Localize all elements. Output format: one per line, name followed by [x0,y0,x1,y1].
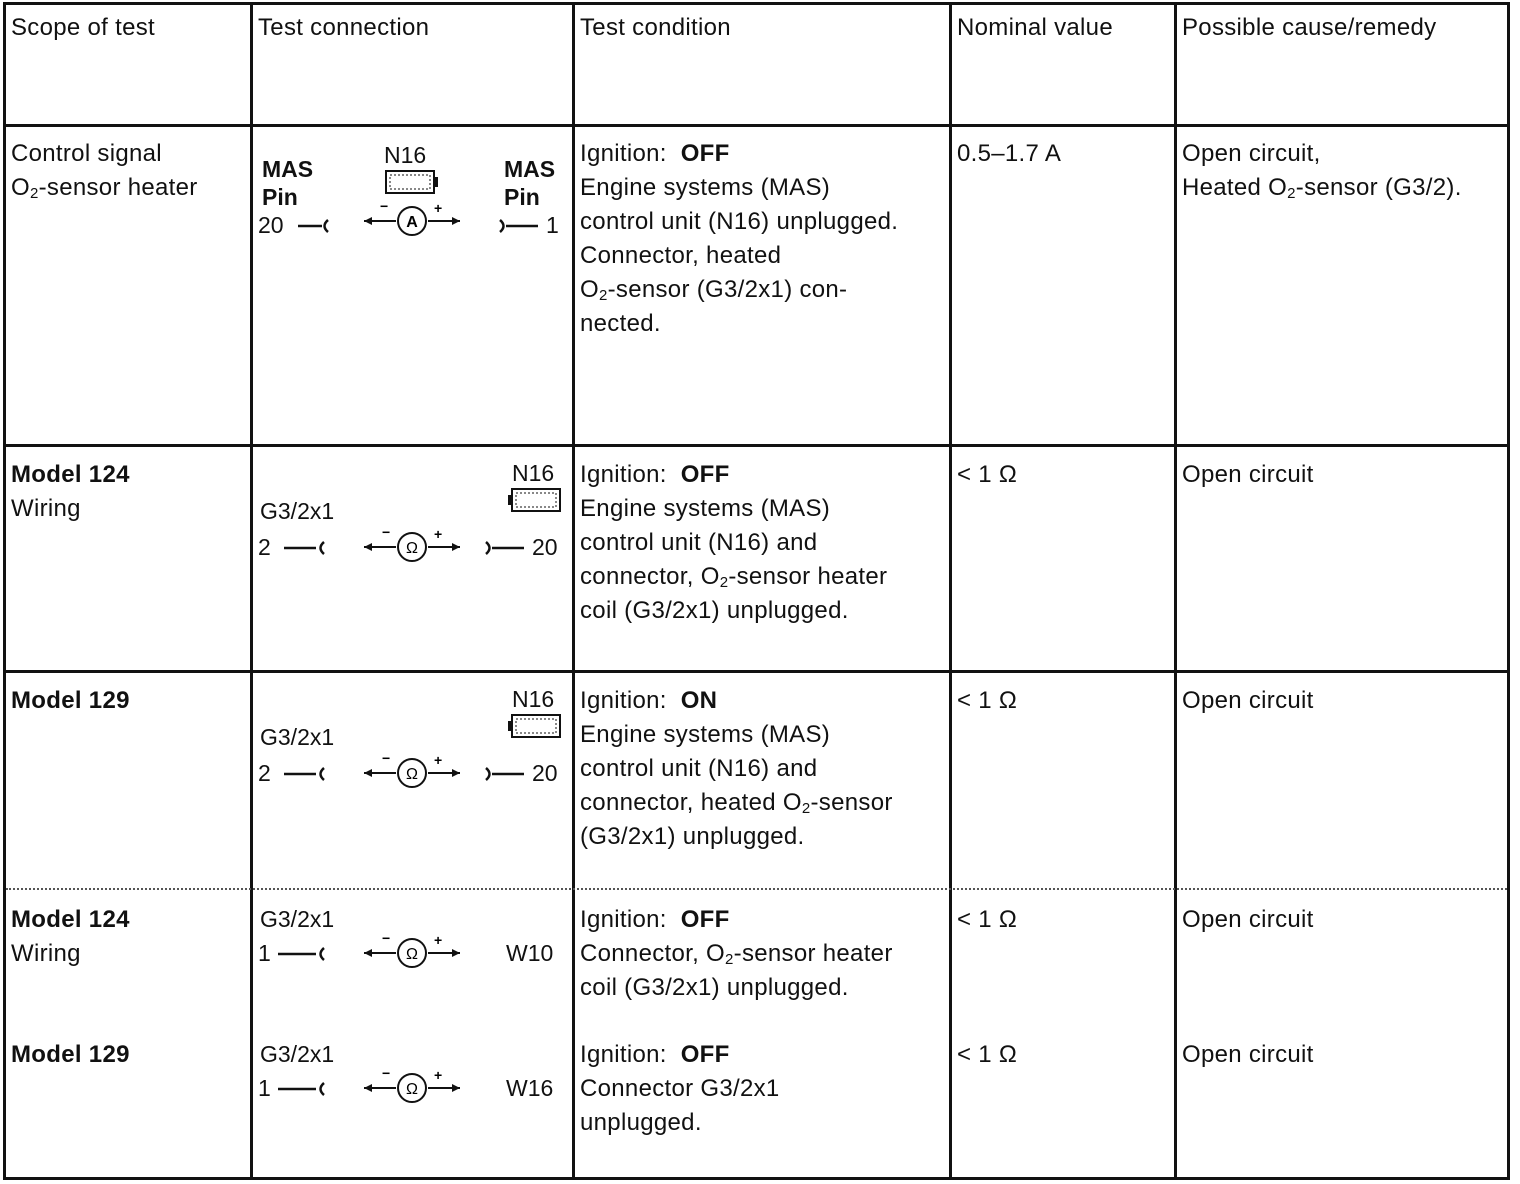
row-divider-dotted [6,888,1507,890]
connection-diagram-row-5 [258,1038,570,1118]
svg-text:+: + [434,1068,443,1083]
scope-row-1 [11,137,198,205]
ammeter-icon [362,201,462,241]
ignition-state: OFF [680,461,730,488]
nominal-row-2: < 1 Ω [957,461,1018,488]
text-segment: -sensor heater [38,174,198,201]
condition-line: control unit (N16) unplugged. [580,208,899,235]
plug-right-icon [498,219,542,233]
subscript: 2 [725,951,734,968]
scope-sub: Wiring [11,495,81,522]
ignition-label: Ignition: [580,1041,667,1068]
meter-symbol: A [406,214,418,231]
condition-line: control unit (N16) and [580,529,818,556]
condition-row-4 [580,903,893,1005]
text-segment: connector, heated O [580,789,802,816]
meter-symbol: Ω [406,1081,418,1098]
cause-row-2: Open circuit [1182,461,1314,488]
connection-diagram-row-4 [258,903,570,983]
left-label: MAS [262,156,314,182]
cause-line [1182,171,1462,205]
ignition-state: OFF [680,1041,730,1068]
condition-line: Connector G3/2x1 [580,1075,780,1102]
plug-left-icon [284,541,328,555]
nominal-row-5: < 1 Ω [957,1041,1018,1068]
ignition-state: OFF [680,140,730,167]
scope-title: Model 129 [11,687,130,714]
condition-row-3 [580,684,893,854]
text-segment: -sensor heater [733,940,893,967]
text-segment: Connector, O [580,940,726,967]
meter-symbol: Ω [406,540,418,557]
left-label: G3/2x1 [260,906,335,932]
text-segment: -sensor [810,789,893,816]
left-pin: 1 [258,940,271,966]
header-cause: Possible cause/remedy [1182,14,1437,41]
ignition-label: Ignition: [580,461,667,488]
column-divider [949,5,952,1177]
svg-text:−: − [382,1068,391,1081]
right-label: Pin [504,184,540,210]
text-segment: O [580,276,599,303]
svg-text:+: + [434,933,443,948]
column-divider [250,5,253,1177]
text-segment: -sensor heater [728,563,888,590]
scope-row-4 [11,903,130,971]
condition-line [580,1038,780,1072]
cause-row-3: Open circuit [1182,687,1314,714]
condition-line: coil (G3/2x1) unplugged. [580,597,849,624]
condition-line: Engine systems (MAS) [580,495,831,522]
meter-symbol: Ω [406,946,418,963]
plug-left-icon [278,1082,328,1096]
subscript: 2 [1287,185,1296,202]
condition-line: (G3/2x1) unplugged. [580,823,805,850]
meter-symbol: Ω [406,766,418,783]
right-label: MAS [504,156,556,182]
svg-text:+: + [434,201,443,216]
text-segment: Heated O [1182,174,1288,201]
svg-text:−: − [382,527,391,540]
scope-line: Control signal [11,140,162,167]
ignition-label: Ignition: [580,906,667,933]
right-pin: 20 [532,760,558,786]
ignition-label: Ignition: [580,140,667,167]
condition-row-1 [580,137,898,341]
control-unit-icon [508,713,564,743]
connection-diagram-row-3 [258,683,570,793]
left-pin: 2 [258,760,271,786]
left-pin: 20 [258,212,284,238]
cause-line: Open circuit, [1182,140,1321,167]
nominal-row-1: 0.5–1.7 A [957,140,1062,167]
test-table-page [3,2,1510,1180]
condition-row-2 [580,458,887,628]
scope-row-2 [11,458,130,526]
scope-row-3 [11,684,130,718]
test-table [3,2,1510,1180]
plug-left-icon [278,947,328,961]
control-unit-icon [384,169,440,199]
plug-left-icon [298,219,332,233]
right-label: N16 [512,686,555,712]
scope-line [11,171,198,205]
ohmmeter-icon [362,933,462,973]
condition-line: Engine systems (MAS) [580,174,831,201]
svg-text:−: − [380,201,389,214]
right-label: N16 [512,460,555,486]
condition-line: coil (G3/2x1) unplugged. [580,974,849,1001]
connection-diagram-row-1 [258,135,570,245]
plug-left-icon [284,767,328,781]
header-condition: Test condition [580,14,731,41]
text-segment: O [11,174,30,201]
left-label: Pin [262,184,298,210]
ignition-state: ON [680,687,718,714]
column-divider [1174,5,1177,1177]
header-nominal: Nominal value [957,14,1113,41]
right-pin: 1 [546,212,559,238]
connection-diagram-row-2 [258,457,570,567]
scope-title: Model 124 [11,906,130,933]
text-segment: -sensor (G3/2x1) con- [607,276,848,303]
text-segment: -sensor (G3/2). [1295,174,1462,201]
condition-line [580,937,893,971]
column-divider [572,5,575,1177]
left-label: G3/2x1 [260,724,335,750]
svg-text:−: − [382,753,391,766]
left-pin: 1 [258,1075,271,1101]
ohmmeter-icon [362,1068,462,1108]
ignition-label: Ignition: [580,687,667,714]
cause-row-4: Open circuit [1182,906,1314,933]
plug-right-icon [484,541,528,555]
condition-line [580,137,898,171]
condition-line: unplugged. [580,1109,702,1136]
left-label: G3/2x1 [260,498,335,524]
svg-text:+: + [434,753,443,768]
control-unit-icon [508,487,564,517]
condition-line [580,903,893,937]
right-pin: W10 [506,940,554,966]
row-divider [6,124,1507,127]
header-connection: Test connection [258,14,430,41]
cause-row-5: Open circuit [1182,1041,1314,1068]
condition-row-5 [580,1038,780,1140]
condition-line [580,786,893,820]
condition-line [580,684,893,718]
condition-line: Connector, heated [580,242,782,269]
condition-line [580,273,898,307]
condition-line: nected. [580,310,661,337]
row-divider [6,444,1507,447]
condition-line [580,458,887,492]
center-label: N16 [384,142,427,168]
left-label: G3/2x1 [260,1041,335,1067]
scope-row-5 [11,1038,130,1072]
condition-line [580,560,887,594]
nominal-row-4: < 1 Ω [957,906,1018,933]
subscript: 2 [598,287,608,304]
ignition-state: OFF [680,906,730,933]
text-segment: connector, O [580,563,720,590]
right-pin: W16 [506,1075,554,1101]
subscript: 2 [29,185,39,202]
plug-right-icon [484,767,528,781]
svg-text:+: + [434,527,443,542]
subscript: 2 [719,574,729,591]
header-scope: Scope of test [11,14,155,41]
scope-title: Model 124 [11,461,130,488]
scope-sub: Wiring [11,940,81,967]
nominal-row-3: < 1 Ω [957,687,1018,714]
left-pin: 2 [258,534,271,560]
ohmmeter-icon [362,753,462,793]
condition-line: control unit (N16) and [580,755,818,782]
ohmmeter-icon [362,527,462,567]
cause-row-1 [1182,137,1462,205]
svg-text:−: − [382,933,391,946]
row-divider [6,670,1507,673]
condition-line: Engine systems (MAS) [580,721,831,748]
scope-title: Model 129 [11,1041,130,1068]
subscript: 2 [801,800,811,817]
right-pin: 20 [532,534,558,560]
